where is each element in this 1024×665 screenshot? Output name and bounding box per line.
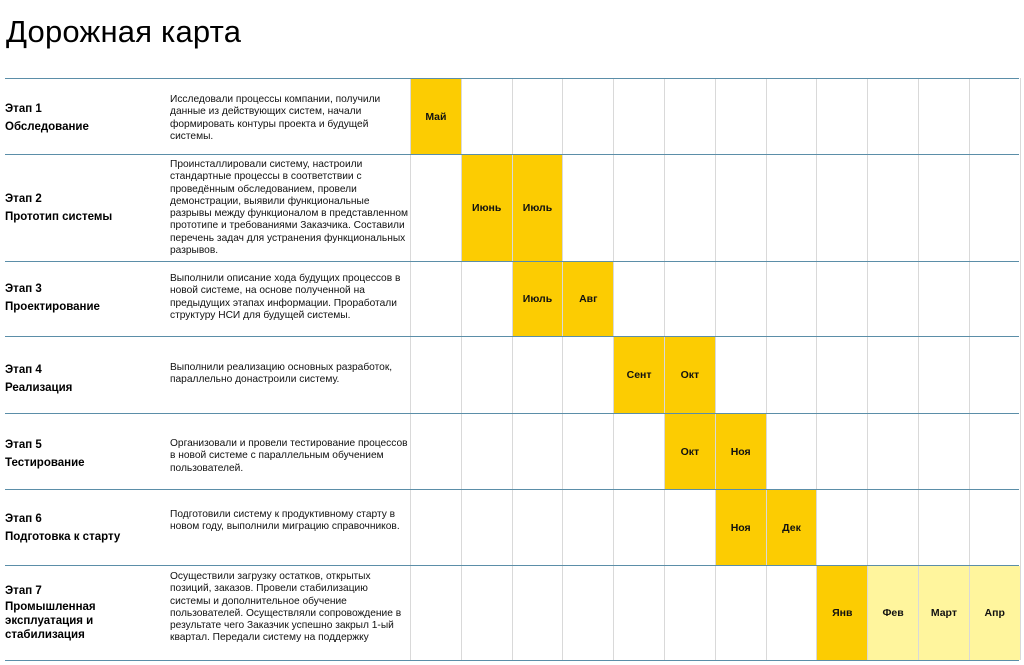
stage-description: Осуществили загрузку остатков, открытых позиций, заказов. Провели стабилизацию системы и дополнительное обучение пользователей. Осуществляли сопровождение в результате чего Заказчик успешно закрыл 1-ый квартал. Передали систему на поддержку	[170, 571, 402, 644]
stage-name: Прототип системы	[5, 211, 113, 223]
month-cell: Июль	[513, 262, 563, 336]
stage-name: Подготовка к старту	[5, 531, 121, 543]
row-divider	[5, 336, 1019, 337]
stage-description: Проинсталлировали систему, настроили стандартные процессы в соответствии с проведённым обследованием, провели демонстрации, выявили функциональные разрывы между функционалом в представленном прототипе и требованиями Заказчика. Составили перечень задач для устранения функциональных разрывов.	[170, 159, 408, 257]
stage-description: Организовали и провели тестирование процессов в новой системе с параллельным обучением пользователей.	[170, 438, 408, 474]
grid-column-line	[715, 78, 716, 660]
stage-number: Этап 2	[5, 193, 42, 205]
page-title: Дорожная карта	[6, 14, 242, 49]
stage-description: Исследовали процессы компании, получили данные из действующих систем, начали формировать контуры проекта и будущей системы.	[170, 94, 381, 142]
roadmap-table	[5, 78, 1019, 660]
stage-label	[5, 510, 155, 546]
row-divider	[5, 78, 1019, 79]
stage-name: Реализация	[5, 382, 73, 394]
stage-label	[5, 436, 155, 472]
stage-label	[5, 280, 155, 316]
month-cell: Апр	[970, 566, 1020, 660]
stage-label	[5, 582, 155, 642]
row-divider	[5, 660, 1019, 661]
stage-label	[5, 361, 155, 397]
month-cell: Июль	[513, 155, 563, 261]
stage-name: Проектирование	[5, 301, 100, 313]
month-cell: Май	[411, 79, 461, 154]
row-divider	[5, 413, 1019, 414]
month-cell: Окт	[665, 414, 715, 489]
grid-column-line	[766, 78, 767, 660]
grid-column-line	[1020, 78, 1021, 660]
grid-column-line	[562, 78, 563, 660]
month-cell: Фев	[868, 566, 918, 660]
month-cell: Июнь	[462, 155, 512, 261]
stage-name: Тестирование	[5, 457, 85, 469]
stage-description: Подготовили систему к продуктивному старту в новом году, выполнили миграцию справочников.	[170, 509, 400, 533]
month-cell: Март	[919, 566, 969, 660]
stage-number: Этап 3	[5, 283, 42, 295]
month-cell: Окт	[665, 337, 715, 413]
stage-label	[5, 100, 155, 136]
row-divider	[5, 154, 1019, 155]
stage-number: Этап 1	[5, 103, 42, 115]
stage-name: Обследование	[5, 121, 89, 133]
stage-number: Этап 4	[5, 364, 42, 376]
stage-number: Этап 6	[5, 513, 42, 525]
stage-label	[5, 190, 155, 226]
month-cell: Янв	[817, 566, 867, 660]
grid-column-line	[410, 78, 411, 660]
row-divider	[5, 565, 1019, 566]
month-cell: Ноя	[716, 414, 766, 489]
row-divider	[5, 261, 1019, 262]
stage-number: Этап 7	[5, 585, 42, 597]
stage-description: Выполнили описание хода будущих процессов в новой системе, на основе полученной на предыдущих этапах информации. Проработали структуру НСИ для будущей системы.	[170, 273, 401, 321]
stage-name: Промышленная эксплуатация и стабилизация	[5, 601, 96, 641]
month-cell: Ноя	[716, 490, 766, 565]
row-divider	[5, 489, 1019, 490]
stage-number: Этап 5	[5, 439, 42, 451]
stage-description: Выполнили реализацию основных разработок, параллельно донастроили систему.	[170, 362, 393, 386]
month-cell: Авг	[563, 262, 613, 336]
month-cell: Дек	[767, 490, 817, 565]
month-cell: Сент	[614, 337, 664, 413]
